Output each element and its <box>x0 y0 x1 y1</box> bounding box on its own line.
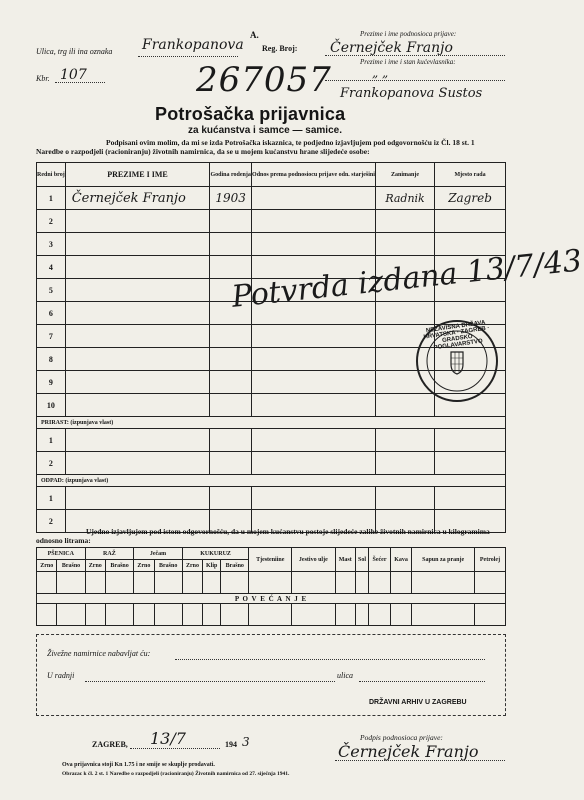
stock-col-kava: Kava <box>390 548 411 572</box>
row-no: 2 <box>37 510 66 533</box>
stock-col-mast: Mast <box>335 548 355 572</box>
archive-stamp: DRŽAVNI ARHIV U ZAGREBU <box>369 699 467 706</box>
stock-values-row <box>37 572 506 594</box>
row-no: 1 <box>37 429 66 452</box>
row-no: 1 <box>37 487 66 510</box>
reg-label: Reg. Broj: <box>262 44 298 53</box>
row-no: 8 <box>37 348 66 371</box>
povecanje-label: P O V E Ć A N J E <box>37 594 506 604</box>
col-header-name: PREZIME I IME <box>65 163 210 187</box>
row-relation <box>252 187 376 210</box>
odpad-label: ODPAD: (izpunjava vlast) <box>37 475 506 487</box>
row-job: Radnik <box>375 187 434 210</box>
street-value: Frankopanova <box>142 37 244 53</box>
footer-date-rule <box>130 748 220 749</box>
col-header-job: Zanimanje <box>375 163 434 187</box>
row-no: 2 <box>37 210 66 233</box>
stock-group-kukuruz: KUKURUZ <box>182 548 249 560</box>
footer-date: 13/7 <box>150 729 186 748</box>
street-label: Ulica, trg ili ina oznaka <box>36 47 113 56</box>
col-header-relation: Odnos prema podnosiocu prijave odn. starješini <box>252 163 376 187</box>
stock-sub-zrno: Zrno <box>134 560 154 572</box>
stock-statement: Ujedno izjavljujem pod istom odgovornošću, da u mojem kućanstvu postoje slijedeće zalihe životnih namirnica u kilogramima odnosno litrama: <box>36 527 490 545</box>
household-header-row <box>37 163 506 187</box>
shop-rule <box>85 681 335 682</box>
col-header-no: Redni broj <box>37 163 66 187</box>
row-no: 1 <box>37 187 66 210</box>
table-row <box>37 487 506 510</box>
stock-values-row <box>37 604 506 626</box>
stock-col-petrolej: Petrolej <box>474 548 505 572</box>
stock-col-ulje: Jestivo ulje <box>292 548 335 572</box>
footer-year: 194 <box>225 740 237 749</box>
row-no: 4 <box>37 256 66 279</box>
row-no: 5 <box>37 279 66 302</box>
row-no: 3 <box>37 233 66 256</box>
table-row <box>37 233 506 256</box>
stock-col-tjestenine: Tjesteniine <box>249 548 292 572</box>
applicant-line <box>325 55 505 56</box>
row-name: Černejček Franjo <box>65 187 210 210</box>
table-row <box>37 187 506 210</box>
table-row <box>37 429 506 452</box>
odpad-header-row <box>37 475 506 487</box>
applicant-label: Prezime i ime podnosioca prijave: <box>360 30 457 38</box>
shop-line1-rule <box>175 659 485 660</box>
stock-sub-zrno: Zrno <box>37 560 57 572</box>
form-title: Potrošačka prijavnica <box>155 104 346 124</box>
stock-sub-brasno: Brašno <box>221 560 249 572</box>
kbr-line <box>55 82 105 83</box>
stock-sub-brasno: Brašno <box>106 560 134 572</box>
street-line <box>138 56 238 57</box>
form-subtitle: za kućanstva i samce — samice. <box>188 125 342 136</box>
stock-sub-klip: Klip <box>203 560 221 572</box>
landlord-address: Frankopanova Sustos <box>340 86 483 101</box>
signature: Černejček Franjo <box>338 742 479 761</box>
street-rule <box>359 681 485 682</box>
price-note: Ova prijavnica stoji Kn 1.75 i ne smije se skuplje prodavati. <box>62 762 215 768</box>
col-header-year: Godina rodenja <box>210 163 252 187</box>
serial-number: 267057 <box>196 60 332 100</box>
form-reference: Obrazac k čl. 2 st. 1 Naredbe o razpodjeli (racioniranju) Životnih namirnica od 27. siječnja 1941. <box>62 771 290 777</box>
row-no: 9 <box>37 371 66 394</box>
landlord-value: „ „ <box>372 66 389 80</box>
col-header-place: Mjesto rada <box>435 163 506 187</box>
stock-sub-zrno: Zrno <box>182 560 202 572</box>
landlord-line <box>325 80 505 81</box>
stock-col-sol: Sol <box>355 548 368 572</box>
row-no: 7 <box>37 325 66 348</box>
stock-col-sapun: Sapun za pranje <box>412 548 475 572</box>
stock-group-jecam: Ječam <box>134 548 183 560</box>
row-no: 10 <box>37 394 66 417</box>
shop-box <box>36 634 506 716</box>
applicant-value: Černejček Franjo <box>330 40 453 56</box>
stock-povecanje-row <box>37 594 506 604</box>
signature-label: Podpis podnosioca prijave: <box>360 733 443 742</box>
shop-label: U radnji <box>47 671 75 680</box>
official-stamp <box>416 320 498 402</box>
street-word: ulica <box>337 671 353 680</box>
table-row <box>37 210 506 233</box>
kbr-value: 107 <box>60 67 87 83</box>
stock-sub-zrno: Zrno <box>85 560 105 572</box>
stock-sub-brasno: Brašno <box>57 560 85 572</box>
handwritten-confirmation: Potvrda izdana 13/7/43 <box>230 243 584 315</box>
row-year: 1903 <box>210 187 252 210</box>
landlord-label: Prezime i ime i stan kućevlasnika: <box>360 58 456 66</box>
footer-city: ZAGREB, <box>92 740 128 749</box>
prirast-header-row <box>37 417 506 429</box>
stock-table <box>36 547 506 626</box>
footer-year-hand: 3 <box>242 735 250 749</box>
shop-line1: Živežne namirnice nabavljat ću: <box>47 649 151 658</box>
kbr-label: Kbr. <box>36 74 50 83</box>
stock-group-raz: RAŽ <box>85 548 134 560</box>
row-place: Zagreb <box>435 187 506 210</box>
stock-group-psenica: PŠENICA <box>37 548 86 560</box>
prirast-label: PRIRAST: (izpunjava vlast) <box>37 417 506 429</box>
stock-col-secer: Šećer <box>369 548 391 572</box>
stamp-text: NEZAVISNA DRŽAVA HRVATSKA · ZAGREB · GRADSKO POGLAVARSTVO <box>423 319 490 352</box>
table-row <box>37 452 506 475</box>
letter-a: A. <box>250 30 259 40</box>
row-no: 6 <box>37 302 66 325</box>
signature-rule <box>335 760 505 761</box>
stock-sub-brasno: Brašno <box>154 560 182 572</box>
intro-text: Podpisani ovim molim, da mi se izda Potrošačka iskaznica, te podjedno izjavljujem pod odgovornošću iz Čl. 18 st. 1 Naredbe o razpodjeli (racioniranju) životnih namirnica, da se u mojem kućanstvu hrane slijedeće osobe: <box>36 138 475 156</box>
row-no: 2 <box>37 452 66 475</box>
stock-group-row <box>37 548 506 560</box>
